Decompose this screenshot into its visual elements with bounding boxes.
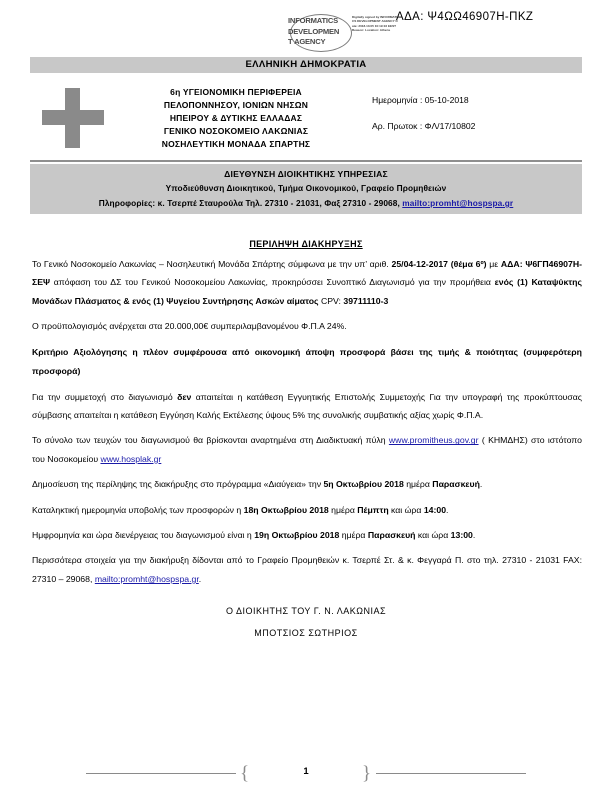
contact-text: Πληροφορίες: κ. Τσερπέ Σταυρούλα Τηλ. 27310 - 21031, Φαξ 27310 - 29068,	[98, 198, 403, 208]
p8-text-g: .	[472, 530, 476, 541]
hosplak-link[interactable]: www.hosplak.gr	[100, 453, 162, 464]
document-date: Ημερομηνία : 05-10-2018	[372, 95, 469, 105]
band-divider	[30, 160, 582, 162]
footer-rule-left	[86, 773, 236, 774]
republic-title-band: ΕΛΛΗΝΙΚΗ ΔΗΜΟΚΡΑΤΙΑ	[30, 57, 582, 73]
opening-date: 19η Οκτωβρίου 2018	[254, 530, 340, 541]
paragraph-portals	[32, 431, 582, 468]
submission-day: Πέμπτη	[357, 504, 389, 515]
directorate-title: ΔΙΕΥΘΥΝΣΗ ΔΙΟΙΚΗΤΙΚΗΣ ΥΠΗΡΕΣΙΑΣ	[224, 169, 388, 179]
paragraph-submission-deadline	[32, 501, 582, 519]
digital-signature-stamp	[288, 12, 396, 54]
org-line-3: ΗΠΕΙΡΟΥ & ΔΥΤΙΚΗΣ ΕΛΛΑΔΑΣ	[169, 113, 303, 123]
stamp-line-3: T AGENCY	[288, 37, 326, 46]
opening-day: Παρασκευή	[367, 530, 416, 541]
p5-text-a: Το σύνολο των τευχών του διαγωνισμού θα βρίσκονται αναρτημένα στη Διαδικτυακή πύλη	[32, 435, 389, 446]
paragraph-budget: Ο προϋπολογισμός ανέρχεται στα 20.000,00€ συμπεριλαμβανομένου Φ.Π.Α 24%.	[32, 321, 347, 332]
document-protocol: Αρ. Πρωτοκ : ΦΛ/17/10802	[372, 121, 476, 131]
org-line-2: ΠΕΛΟΠΟΝΝΗΣΟΥ, ΙΟΝΙΩΝ ΝΗΣΩΝ	[163, 100, 309, 110]
stamp-line-1: INFORMATICS	[288, 16, 338, 25]
cpv-code: 39711110-3	[343, 295, 389, 306]
p9-text-a: Περισσότερα στοιχεία για την διακήρυξη δίδονται από το Γραφείο Προμηθειών κ. Τσερπέ Στ. & κ. Φεγγαρά Π. στο τηλ. 27310 - 21031 FAX: 27310 – 29068,	[32, 555, 582, 584]
p7-text-c: ημέρα	[328, 504, 358, 515]
p5-text-b: ( ΚΗΜΔΗΣ) στο ιστότοπο του Νοσοκομείου	[32, 435, 582, 464]
publication-day: Παρασκευή	[432, 479, 480, 490]
paragraph-more-info	[32, 551, 582, 588]
publication-date: 5η Οκτωβρίου 2018	[323, 479, 404, 490]
hospital-cross-logo-icon	[42, 88, 104, 148]
opening-time: 13:00	[450, 530, 473, 541]
procurement-items: ενός (1) Καταψύκτης Μονάδων Πλάσματος & ενός (1) Ψυγείου Συντήρησης Ασκών αίματος	[32, 277, 582, 306]
submission-time: 14:00	[423, 504, 447, 515]
paragraph-intro	[32, 255, 582, 310]
stamp-agency-name	[288, 16, 350, 50]
p8-text-c: ημέρα	[339, 530, 368, 541]
stamp-details: Digitally signed by INFORMATICS DEVELOPMENT AGENCY Date: 2018.10.05 10:19:16 EEST Reason: Location: Athens	[352, 15, 398, 32]
p8-text-a: Ημφρομηνία και ώρα διενέργειας του διαγωνισμού είναι η	[32, 530, 255, 541]
p4-text-c: απαιτείται η κατάθεση Εγγυητικής Επιστολής Συμμετοχής Για την υπογραφή της προκύπτουσας σύμβασης απαιτείται η κατάθεση Εγγύηση Καλής Εκτέλεσης ύψους 5% της συνολικής συμβατικής αξίας χωρίς Φ.Π.Α.	[32, 391, 582, 421]
p9-text-b: .	[198, 573, 202, 584]
directorate-band	[30, 164, 582, 214]
page-footer	[0, 762, 612, 784]
directorate-subtitle: Υποδιεύθυνση Διοικητικού, Τμήμα Οικονομικού, Γραφείο Προμηθειών	[165, 183, 447, 193]
signature-block	[30, 600, 582, 644]
p8-text-e: και ώρα	[415, 530, 451, 541]
paragraph-publication-date	[32, 475, 582, 493]
promitheus-link[interactable]: www.promitheus.gov.gr	[388, 435, 479, 446]
p7-text-a: Καταληκτική ημερομηνία υποβολής των προσφορών η	[32, 504, 244, 515]
signer-name: ΜΠΟΤΣΙΟΣ ΣΩΤΗΡΙΟΣ	[254, 628, 358, 638]
org-line-5: ΝΟΣΗΛΕΥΤΙΚΗ ΜΟΝΑΔΑ ΣΠΑΡΤΗΣ	[161, 139, 311, 149]
contact-email-link[interactable]: mailto:promht@hospspa.gr	[402, 198, 514, 208]
p7-text-g: .	[446, 504, 449, 515]
org-line-1: 6η ΥΓΕΙΟΝΟΜΙΚΗ ΠΕΡΙΦΕΡΕΙΑ	[170, 87, 302, 97]
document-meta	[372, 94, 582, 133]
signer-title: Ο ΔΙΟΙΚΗΤΗΣ ΤΟΥ Γ. Ν. ΛΑΚΩΝΙΑΣ	[225, 606, 387, 616]
p1-text-a: Το Γενικό Νοσοκομείο Λακωνίας – Νοσηλευτική Μονάδα Σπάρτης σύμφωνα με την υπ’ αριθ.	[32, 259, 392, 269]
info-email-link[interactable]: mailto:promht@hospspa.gr	[94, 573, 199, 584]
organisation-name	[116, 86, 356, 151]
negation-emphasis: δεν	[177, 391, 192, 402]
paragraph-guarantee	[32, 388, 582, 425]
p4-text-a: Για την συμμετοχή στο διαγωνισμό	[32, 391, 178, 402]
directorate-contact	[30, 198, 582, 208]
document-body	[32, 255, 582, 595]
decision-number: 25/04-12-2017 (θέμα 6º)	[391, 259, 487, 269]
p6-text-c: ημέρα	[403, 479, 433, 490]
p6-text-e: .	[479, 479, 483, 490]
p1-text-g: CPV:	[318, 295, 344, 306]
ada-code-body: ΑΔΑ: Ψ6ΓΠ46907Η-ΣΕΨ	[32, 259, 583, 288]
p7-text-e: και ώρα	[388, 504, 424, 515]
ada-code-top: ΑΔΑ: Ψ4ΩΩ46907Η-ΠΚΖ	[396, 11, 534, 23]
submission-date: 18η Οκτωβρίου 2018	[243, 504, 329, 515]
footer-bracket-right: }	[362, 763, 372, 784]
p1-text-e: απόφαση του ΔΣ του Γενικού Νοσοκομείου Λακωνίας, προκηρύσσει Συνοπτικό Διαγωνισμό για την προμήθεια	[50, 277, 495, 288]
paragraph-opening-date	[32, 526, 582, 544]
p6-text-a: Δημοσίευση της περίληψης της διακήρυξης στο πρόγραμμα «Διαύγεια» την	[32, 479, 324, 490]
org-line-4: ΓΕΝΙΚΟ ΝΟΣΟΚΟΜΕΙΟ ΛΑΚΩΝΙΑΣ	[163, 126, 309, 136]
stamp-line-2: DEVELOPMEN	[288, 26, 340, 36]
footer-bracket-left: {	[240, 763, 250, 784]
footer-rule-right	[376, 773, 526, 774]
cross-horizontal-bar	[42, 110, 104, 125]
page-title: ΠΕΡΙΛΗΨΗ ΔΙΑΚΗΡΥΞΗΣ	[249, 239, 363, 249]
page-number: 1	[303, 766, 309, 777]
p1-text-c: με	[486, 259, 501, 269]
paragraph-award-criteria: Κριτήριο Αξιολόγησης η πλέον συμφέρουσα από οικονομική άποψη προσφορά βάσει της τιμής & ποιότητας (συμφερότερη προσφορά)	[32, 346, 582, 376]
